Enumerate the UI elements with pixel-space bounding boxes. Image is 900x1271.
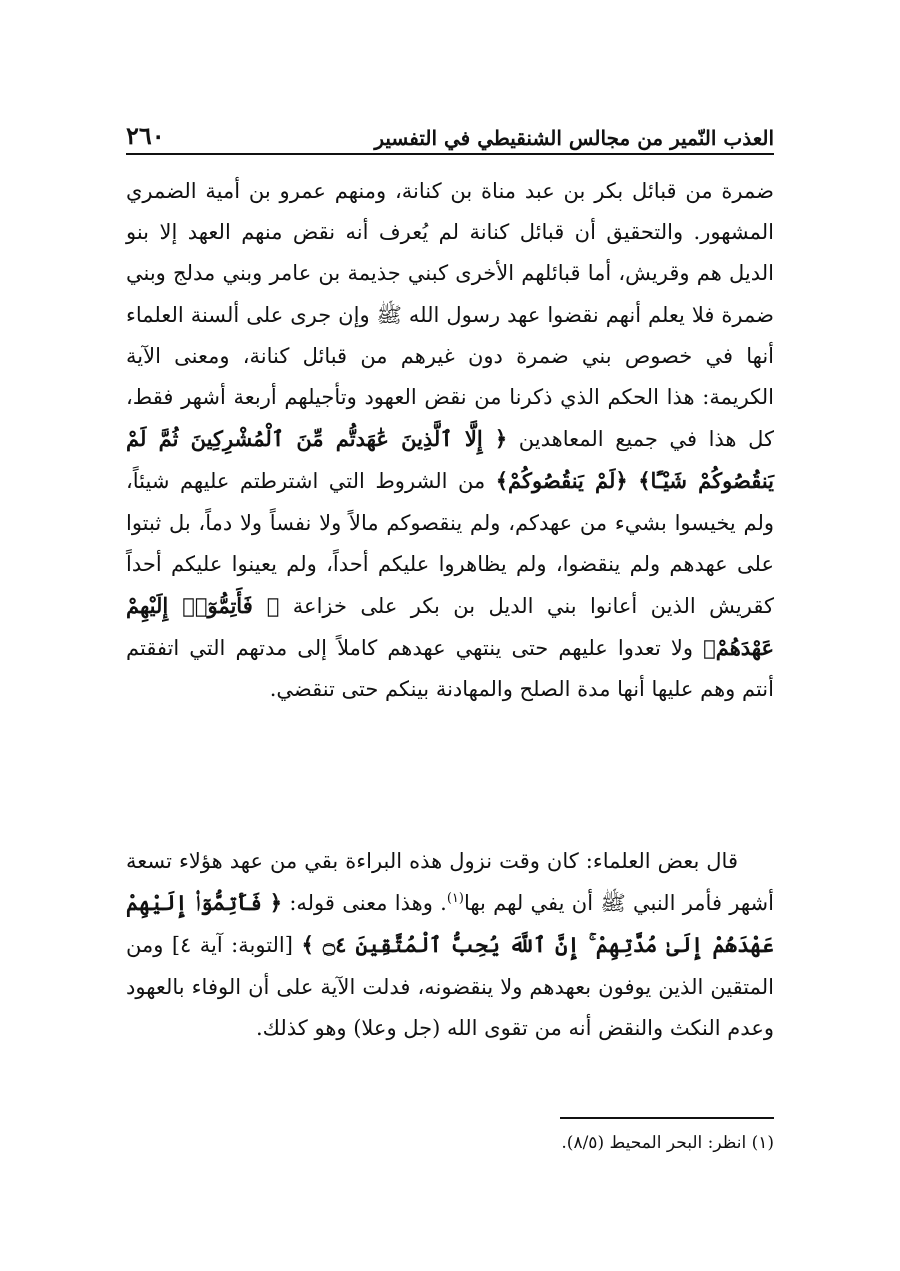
quran-verse-2: ﴿لَمْ يَنقُصُوكُمْ﴾ — [495, 468, 628, 494]
paragraph-2-text-b: . وهذا معنى قوله: — [289, 891, 447, 916]
quran-verse-3: ﴿ فَأَتِمُّوٓا۟ إِلَيْهِمْ عَهْدَهُمْ﴾ — [126, 593, 774, 661]
paragraph-1-text-b: من الشروط التي اشترطتم عليهم شيئاً، ولم يخيسوا بشيء من عهدكم، ولم ينقصوكم مالاً ولا نفساً ولا دماً، بل ثبتوا على عهدهم ولم ينقضوا، ولم يظاهروا عليكم أحداً، ولم يعينوا عليكم أحداً كقريش الذين أعانوا بني الديل بن بكر على خزاعة — [126, 469, 774, 619]
footnote — [126, 1128, 774, 1158]
running-header — [126, 112, 774, 150]
paragraph-1-text-a: ضمرة من قبائل بكر بن عبد مناة بن كنانة، ومنهم عمرو بن أمية الضمري المشهور. والتحقيق أن قبائل كنانة لم يُعرف أنه نقض منهم العهد إلا بنو الديل هم وقريش، أما قبائلهم الأخرى كبني جذيمة بن عامر وبني مدلج وبني ضمرة فلا يعلم أنهم نقضوا عهد رسول الله ﷺ وإن جرى على ألسنة العلماء أنها في خصوص بني ضمرة دون غيرهم من قبائل كنانة، ومعنى الآية الكريمة: هذا الحكم الذي ذكرنا من نقض العهود وتأجيلهم أربعة أشهر فقط، كل هذا في جميع المعاهدين — [126, 179, 774, 452]
paragraph-2 — [126, 841, 774, 1049]
footnote-text: انظر: البحر المحيط (٨/٥). — [561, 1133, 747, 1153]
paragraph-2-text-c: [التوبة: آية ٤] ومن المتقين الذين يوفون بعهدهم ولا ينقضونه، فدلت الآية على أن الوفاء بالعهود وعدم النكث والنقض أنه من تقوى الله (جل وعلا) وهو كذلك. — [126, 933, 774, 1040]
quran-verse-1: ﴿ إِلَّا ٱلَّذِينَ عَٰهَدتُّم مِّنَ ٱلْمُشْرِكِينَ ثُمَّ لَمْ يَنقُصُوكُمْ شَيْـًٔا﴾ — [126, 426, 774, 494]
footnote-marker: (١) — [751, 1133, 774, 1153]
paragraph-1 — [126, 171, 774, 711]
footnote-divider — [560, 1117, 774, 1119]
paragraph-1-text-c: ولا تعدوا عليهم حتى ينتهي عهدهم كاملاً إلى مدتهم التي اتفقتم أنتم وهم عليها أنها مدة الصلح والمهادنة بينكم حتى تنقضي. — [126, 636, 774, 702]
quran-verse-4: ﴿ فَأَتِمُّوٓا۟ إِلَيْهِمْ عَهْدَهُمْ إِلَىٰ مُدَّتِهِمْ ۚ إِنَّ ٱللَّهَ يُحِبُّ ٱلْمُتَّقِينَ ۝٤ ﴾ — [126, 890, 774, 958]
footnote-reference[interactable]: (١) — [446, 891, 464, 907]
header-divider — [126, 153, 774, 155]
page-number: ٢٦٠ — [126, 121, 165, 150]
paragraph-2-text-a: قال بعض العلماء: كان وقت نزول هذه البراءة بقي من عهد هؤلاء تسعة أشهر فأمر النبي ﷺ أن يفي لهم بها — [126, 849, 774, 916]
book-title: العذب النّمير من مجالس الشنقيطي في التفسير — [374, 126, 774, 150]
